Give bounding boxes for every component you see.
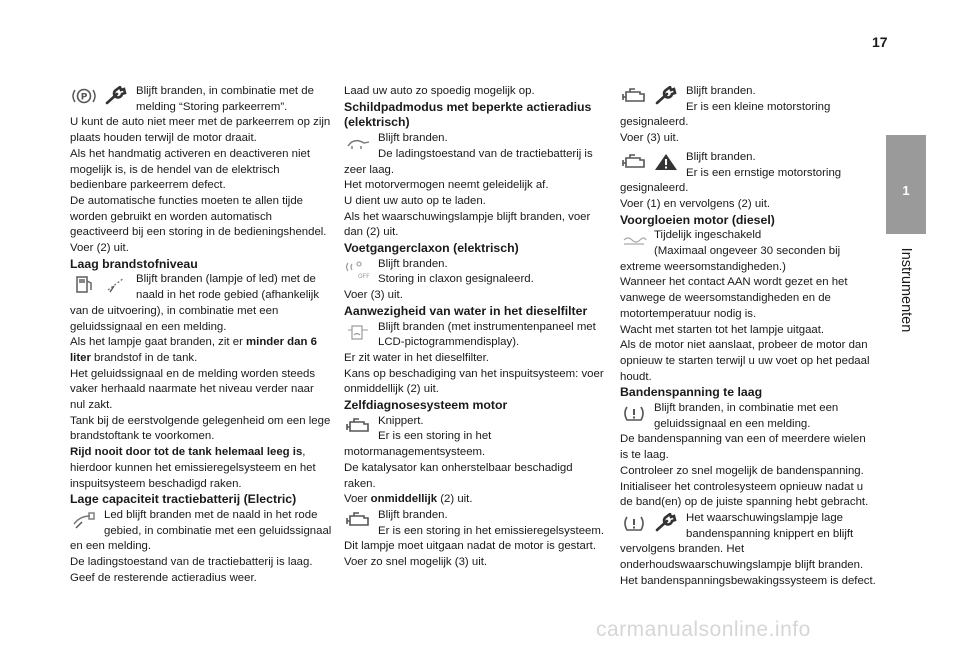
paragraph: Als het waarschuwingslampje blijft branden, voer dan (2) uit. (344, 210, 591, 239)
glow-plug-icon (620, 230, 648, 250)
paragraph: Er is een storing in het emissieregelsysteem. (378, 524, 605, 537)
parking-brake-entry (70, 84, 332, 257)
bold-text: onmiddellijk (370, 493, 438, 506)
bold-text: minder dan 6 liter (70, 336, 317, 364)
engine-icon (344, 416, 372, 436)
fuel-gauge-icon (102, 274, 130, 294)
tyre-heading: Bandenspanning te laag (620, 385, 763, 400)
glow-heading: Voorgloeien motor (diesel) (620, 212, 775, 227)
svg-text:OFF: OFF (358, 272, 370, 279)
engine-icon (344, 510, 372, 530)
paragraph: Het motorvermogen neemt geleidelijk af. (344, 179, 549, 192)
paragraph: Er is een ernstige motorstoring gesignaleerd. (620, 166, 842, 195)
tyre2-text: Het waarschuwingslampje lage bandenspanning knippert en blijft vervolgens branden. Het onderhoudswaarschuwingslampje blijft branden. (620, 511, 864, 572)
paragraph: De ladingstoestand van de tractiebatterij is zeer laag. (344, 147, 593, 176)
bold-text: Rijd nooit door tot de tank helemaal leeg is (70, 446, 303, 459)
pedestrian-horn-off-icon (344, 259, 372, 279)
fuel-text: Blijft branden (lampje of led) met de naald in het rode gebied (afhankelijk van de uitvoering), in combinatie met een geluidssignaal en een melding. (70, 273, 320, 333)
water-heading: Aanwezigheid van water in het dieselfilter (344, 303, 588, 318)
fuel-pump-icon (70, 274, 98, 294)
text-span: brandstof in de tank. (90, 351, 198, 364)
chapter-title: Instrumenten (898, 247, 914, 333)
page-number: 17 (872, 34, 888, 50)
paragraph: Voer (1) en vervolgens (2) uit. (620, 197, 771, 210)
engine-major-entry (620, 150, 876, 213)
wrench-icon (652, 513, 680, 533)
wrench-icon (102, 86, 130, 106)
text-span: Als het lampje gaat branden, zit er (70, 336, 247, 349)
fuel-heading: Laag brandstofniveau (70, 256, 198, 271)
paragraph: Voer (3) uit. (344, 289, 403, 302)
paragraph: Het geluidssignaal en de melding worden steeds vaker herhaald naarmate het niveau verder naar nul zakt. (70, 367, 316, 412)
column-3 (620, 84, 876, 590)
text-span: , hierdoor kunnen het emissieregelsysteem en het inspuitsysteem beschadigd raken. (70, 446, 316, 490)
paragraph (344, 492, 606, 508)
turtle-entry (344, 131, 606, 241)
paragraph (70, 335, 332, 366)
text-span: Voer (344, 493, 371, 506)
engine-major-text: Blijft branden. (686, 150, 756, 163)
paragraph: Tank bij de eerstvolgende gelegenheid om een lege brandstoftank te voorkomen. (70, 414, 331, 443)
water-text: Blijft branden (met instrumentenpaneel met LCD-pictogrammendisplay). (378, 320, 596, 349)
watermark-footer: carmanualsonline.info (596, 618, 811, 641)
paragraph: U kunt de auto niet meer met de parkeerrem op zijn plaats houden terwijl de motor draait. (70, 116, 331, 145)
wrench-icon (652, 86, 680, 106)
engine-minor-entry (620, 84, 876, 147)
water-entry (344, 320, 606, 399)
paragraph: Er is een kleine motorstoring gesignaleerd. (620, 100, 831, 129)
paragraph: Dit lampje moet uitgaan nadat de motor is gestart. (344, 540, 596, 553)
paragraph: Er is een storing in het motormanagementsysteem. (344, 430, 492, 459)
paragraph: Er zit water in het dieselfilter. (344, 351, 489, 364)
svg-text:P: P (80, 92, 88, 103)
column-2 (344, 84, 606, 571)
obd1-text: Knippert. (378, 414, 424, 427)
paragraph: Voer (3) uit. (620, 132, 679, 145)
horn-entry (344, 257, 606, 304)
parking-brake-text: Blijft branden, in combinatie met de melding “Storing parkeerrem”. (136, 85, 314, 113)
tyre-fault-entry (620, 511, 876, 590)
engine-icon (620, 152, 648, 172)
engine-icon (620, 86, 648, 106)
battery-text: Led blijft branden met de naald in het rode gebied, in combinatie met een geluidssignaal en een melding. (70, 508, 332, 553)
charge-intro: Laad uw auto zo spoedig mogelijk op. (344, 85, 535, 97)
paragraph: De automatische functies moeten te allen tijde worden gebruikt en worden automatisch geactiveerd bij een storing in de bedieningshendel. (70, 194, 327, 239)
paragraph: Controleer zo snel mogelijk de bandenspanning. (620, 464, 864, 477)
paragraph: Initialiseer het controlesysteem opnieuw nadat u de band(en) op de juiste spanning hebt gebracht. (620, 480, 869, 509)
turtle-heading: Schildpadmodus met beperkte actieradius (elektrisch) (344, 99, 592, 130)
paragraph: Voer zo snel mogelijk (3) uit. (344, 556, 488, 569)
obd-entry-flashing (344, 414, 606, 508)
glow-text: Tijdelijk ingeschakeld (654, 229, 762, 242)
chapter-tab[interactable]: 1 (886, 135, 926, 234)
tyre-pressure-icon (620, 403, 648, 423)
paragraph: De bandenspanning van een of meerdere wielen is te laag. (620, 433, 866, 462)
paragraph: Wanneer het contact AAN wordt gezet en het vanwege de weersomstandigheden en de motortemperatuur nodig is. (620, 276, 848, 320)
paragraph: Als de motor niet aanslaat, probeer de motor dan opnieuw te starten terwijl u uw voet op het pedaal houdt. (620, 339, 870, 383)
horn-text: Blijft branden. (378, 257, 448, 270)
warning-triangle-icon (652, 152, 680, 172)
turtle-icon (344, 133, 372, 153)
tyre-pressure-icon (620, 513, 648, 533)
paragraph: Voer (2) uit. (70, 242, 129, 255)
turtle-text: Blijft branden. (378, 132, 448, 145)
glow-entry (620, 228, 876, 385)
paragraph (70, 445, 332, 492)
water-in-diesel-icon (344, 322, 372, 342)
paragraph: De ladingstoestand van de tractiebatterij is laag. (70, 556, 313, 569)
fuel-entry (70, 272, 332, 492)
obd-heading: Zelfdiagnosesysteem motor (344, 398, 508, 413)
paragraph: Kans op beschadiging van het inspuitsysteem: voer onmiddellijk (2) uit. (344, 367, 604, 396)
paragraph: (Maximaal ongeveer 30 seconden bij extreme weersomstandigheden.) (620, 245, 841, 273)
battery-entry (70, 508, 332, 587)
horn-heading: Voetgangerclaxon (elektrisch) (344, 241, 519, 256)
engine-minor-text: Blijft branden. (686, 85, 756, 97)
paragraph: Het bandenspanningsbewakingssysteem is defect. (620, 574, 876, 587)
tyre1-text: Blijft branden, in combinatie met een geluidssignaal en een melding. (654, 402, 839, 430)
paragraph: Als het handmatig activeren en deactiveren niet mogelijk is, is de hendel van de elektrisch bedienbare parkeerrem defect. (70, 147, 310, 192)
obd-entry-steady (344, 508, 606, 571)
text-span: (2) uit. (437, 493, 473, 506)
paragraph: U dient uw auto op te laden. (344, 194, 486, 207)
paragraph: De katalysator kan onherstelbaar beschadigd raken. (344, 461, 573, 490)
paragraph: Geef de resterende actieradius weer. (70, 571, 257, 584)
parking-brake-icon (70, 86, 98, 106)
column-1 (70, 84, 332, 587)
obd2-text: Blijft branden. (378, 508, 448, 521)
paragraph: Storing in claxon gesignaleerd. (378, 273, 534, 286)
tyre-entry (620, 401, 876, 511)
battery-plug-icon (70, 510, 98, 530)
battery-heading: Lage capaciteit tractiebatterij (Electric) (70, 492, 297, 507)
paragraph: Wacht met starten tot het lampje uitgaat. (620, 323, 825, 336)
